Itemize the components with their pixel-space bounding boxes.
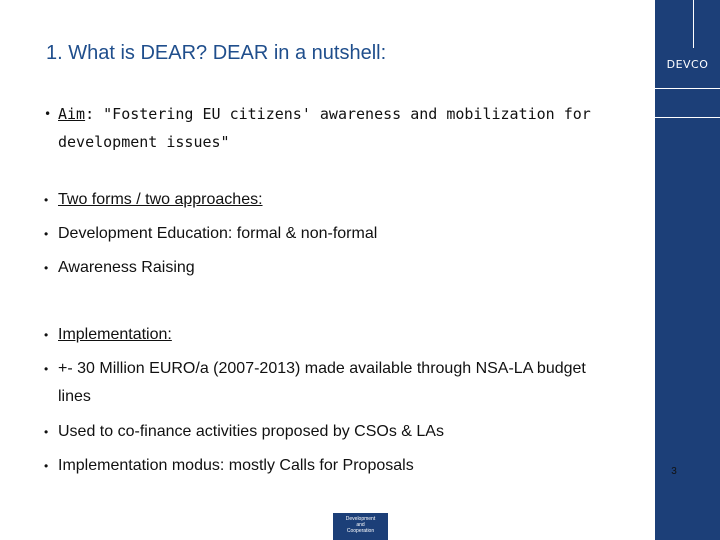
slide-title: 1. What is DEAR? DEAR in a nutshell:	[46, 42, 387, 64]
bullet-cofinance	[44, 418, 644, 446]
sidebar-stripe	[655, 117, 720, 118]
modus-text: Implementation modus: mostly Calls for Proposals	[58, 457, 414, 474]
devco-label: DEVCO	[666, 58, 709, 71]
funding-text: +- 30 Million EURO/a (2007-2013) made available through NSA-LA budget lines	[58, 360, 586, 405]
devco-logo	[333, 513, 388, 540]
forms-heading: Two forms / two approaches:	[58, 191, 263, 208]
aim-key: Aim	[58, 105, 86, 123]
bullet-aim	[44, 100, 644, 156]
bullet-modus	[44, 452, 644, 480]
implementation-heading: Implementation:	[58, 326, 172, 343]
sidebar-band	[655, 0, 720, 540]
sidebar-stripe	[655, 88, 720, 89]
dev-education-text: Development Education: formal & non-formal	[58, 225, 378, 242]
awareness-text: Awareness Raising	[58, 259, 195, 276]
sidebar-divider	[693, 0, 694, 48]
bullet-funding	[44, 355, 614, 411]
aim-text: : "Fostering EU citizens' awareness and mobilization for development issues"	[58, 105, 591, 151]
cofinance-text: Used to co-finance activities proposed by CSOs & LAs	[58, 423, 444, 440]
bullet-awareness	[44, 254, 644, 282]
bullet-dev-education	[44, 220, 644, 248]
bullet-implementation	[44, 321, 644, 349]
logo-line: Cooperation	[346, 528, 375, 534]
page-number: 3	[671, 466, 677, 477]
logo-line: and	[356, 522, 365, 528]
bullet-forms	[44, 186, 644, 214]
logo-line: Development	[345, 516, 376, 522]
